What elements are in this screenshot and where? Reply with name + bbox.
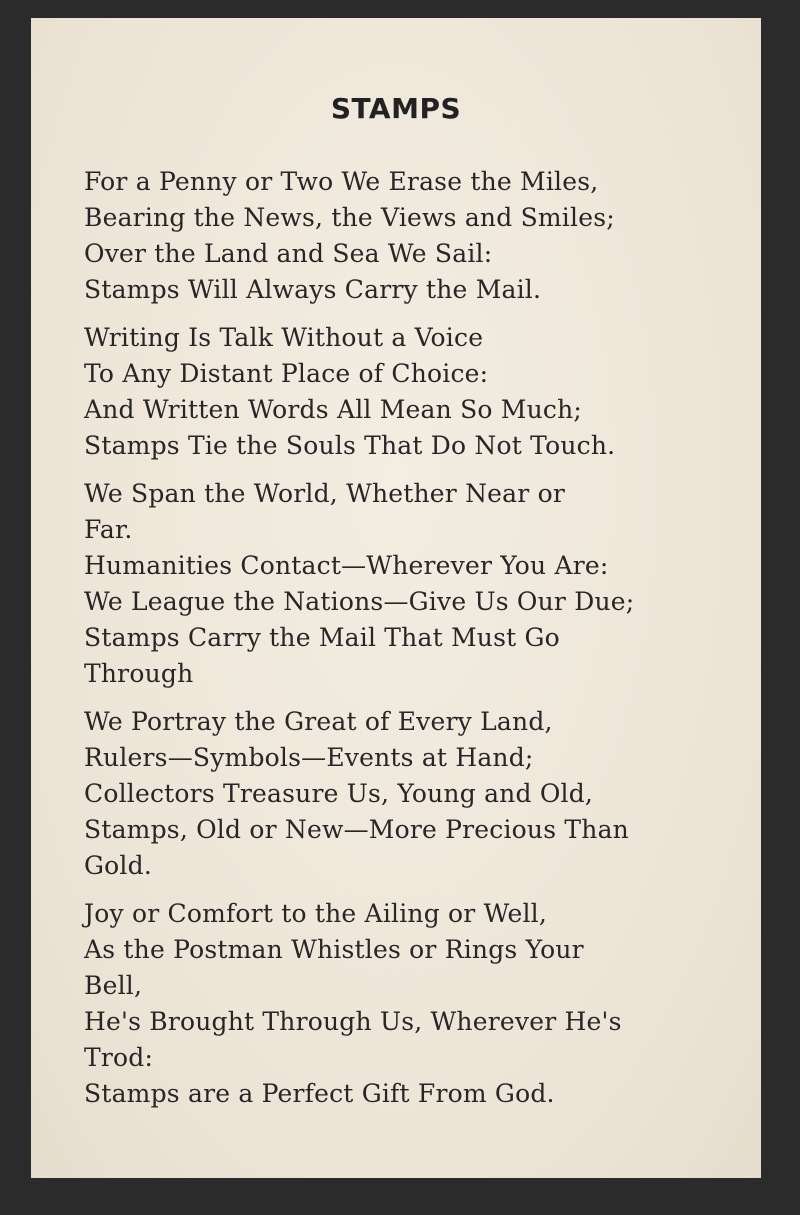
poem-line: We Portray the Great of Every Land, [84,707,553,736]
poem-line: Stamps are a Perfect Gift From God. [84,1079,555,1108]
poem-line: Far. [84,515,133,544]
poem-line: He's Brought Through Us, Wherever He's [84,1007,622,1036]
poem-line: To Any Distant Place of Choice: [84,359,489,388]
stanza-3 [84,476,744,692]
poem-line: Collectors Treasure Us, Young and Old, [84,779,594,808]
stanza-2 [84,320,744,464]
poem-title: STAMPS [330,92,462,125]
poem-line: Trod: [84,1043,154,1072]
poem-line: Gold. [84,851,152,880]
poem-line: Rulers—Symbols—Events at Hand; [84,743,534,772]
poem-line: We League the Nations—Give Us Our Due; [84,587,635,616]
stanza-1 [84,164,744,308]
poem-line: For a Penny or Two We Erase the Miles, [84,167,599,196]
poem-line: Bearing the News, the Views and Smiles; [84,203,615,232]
poem-line: Stamps Tie the Souls That Do Not Touch. [84,431,616,460]
poem-line: Stamps Will Always Carry the Mail. [84,275,542,304]
poem-line: And Written Words All Mean So Much; [84,395,583,424]
poem-line: Humanities Contact—Wherever You Are: [84,551,609,580]
poem-line: Over the Land and Sea We Sail: [84,239,493,268]
poem-card [31,18,761,1178]
poem-body [84,164,744,1124]
poem-line: Writing Is Talk Without a Voice [84,323,484,352]
poem-line: Through [84,659,194,688]
stanza-4 [84,704,744,884]
poem-line: Stamps, Old or New—More Precious Than [84,815,629,844]
stanza-5 [84,896,744,1112]
poem-line: Stamps Carry the Mail That Must Go [84,623,560,652]
poem-line: We Span the World, Whether Near or [84,479,565,508]
poem-line: Bell, [84,971,143,1000]
poem-line: Joy or Comfort to the Ailing or Well, [84,899,547,928]
poem-line: As the Postman Whistles or Rings Your [84,935,584,964]
